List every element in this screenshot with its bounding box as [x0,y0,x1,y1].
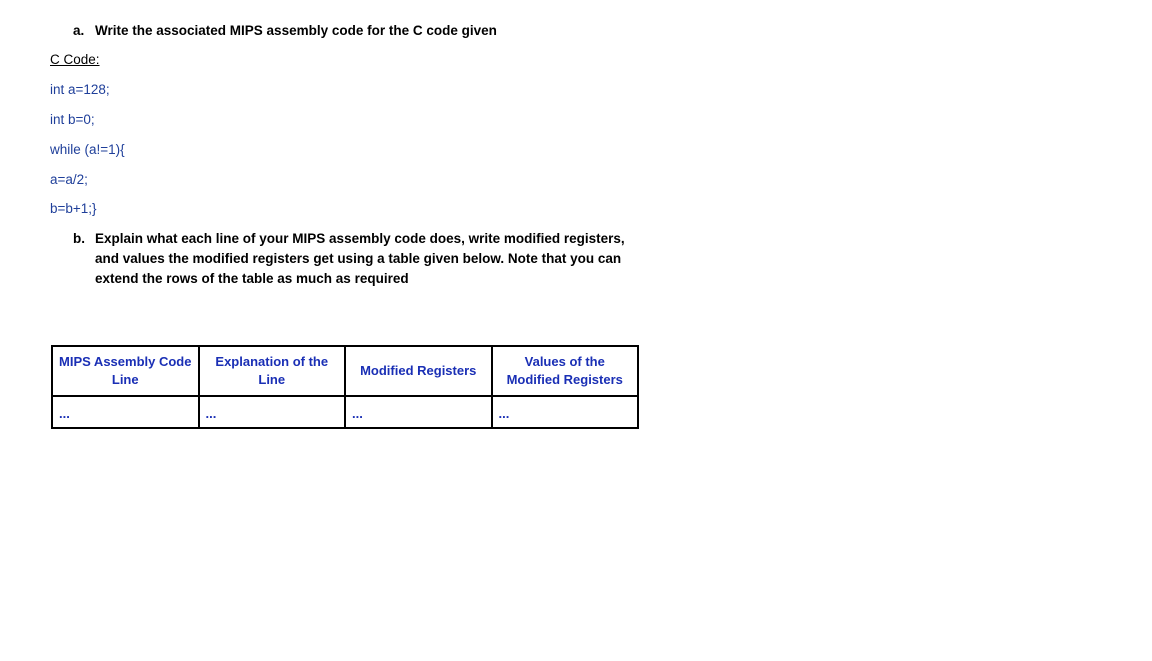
table-cell: ... [52,396,199,428]
header-register-values: Values of the Modified Registers [492,346,639,396]
code-line: b=b+1;} [50,201,97,216]
question-a-text: Write the associated MIPS assembly code for the C code given [95,23,497,38]
question-a [73,21,497,41]
header-modified-registers: Modified Registers [345,346,492,396]
question-b [73,229,643,289]
code-line: int a=128; [50,82,110,97]
code-line: while (a!=1){ [50,142,125,157]
code-line: a=a/2; [50,172,88,187]
question-b-marker: b. [73,231,85,246]
code-line: int b=0; [50,112,95,127]
c-code-heading: C Code: [50,52,100,67]
question-a-marker: a. [73,23,85,38]
question-b-text: Explain what each line of your MIPS assembly code does, write modified registers, and values the modified registers get using a table given below. Note that you can extend the rows of the table as much as required [95,231,625,286]
header-explanation: Explanation of the Line [199,346,346,396]
table-row [52,396,638,428]
header-mips-line: MIPS Assembly Code Line [52,346,199,396]
table-cell: ... [492,396,639,428]
table-cell: ... [345,396,492,428]
register-table [51,345,639,429]
table-cell: ... [199,396,346,428]
table-header-row [52,346,638,396]
